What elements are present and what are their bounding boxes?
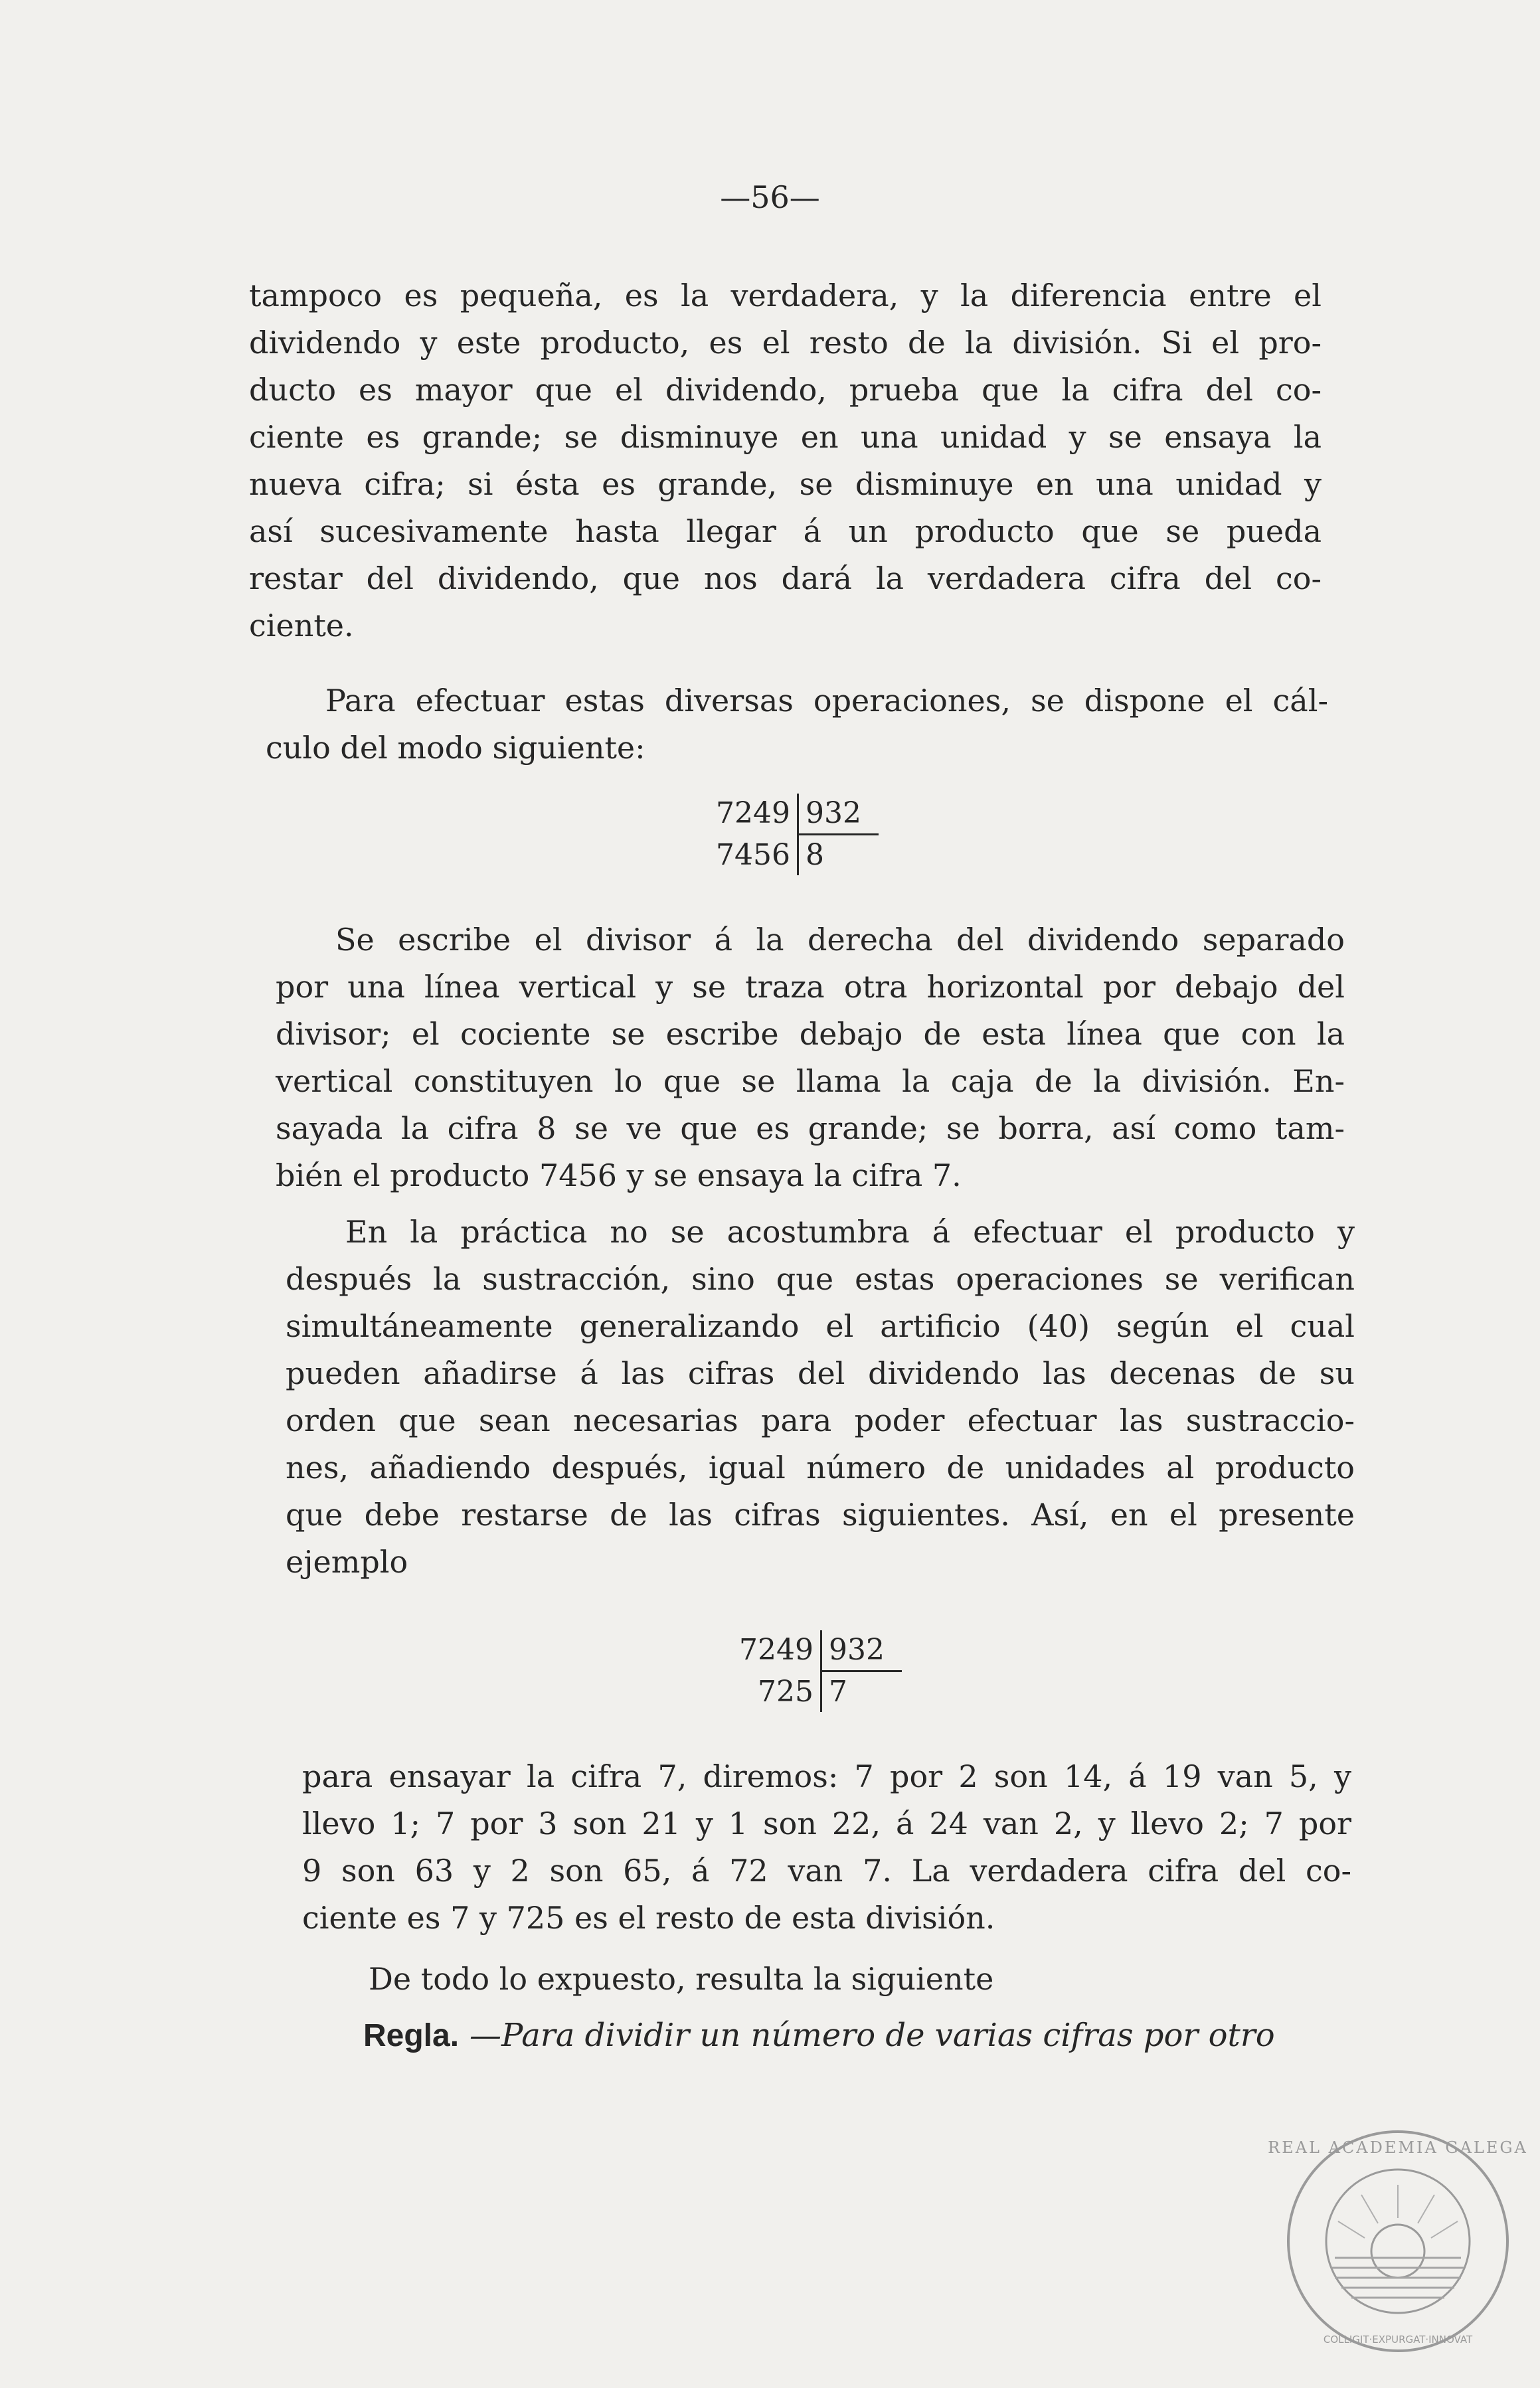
product: 7456 [691,835,799,875]
divisor: 932 [822,1630,902,1672]
text-line: por una línea vertical y se traza otra horizontal por debajo del [276,969,1345,1005]
text-line: nueva cifra; si ésta es grande, se disminuye en una unidad y [249,466,1322,502]
paragraph-1 [249,272,1322,649]
text-line: ejemplo [286,1544,408,1580]
text-line: ciente es grande; se disminuye en una unidad y se ensaya la [249,419,1322,455]
paragraph-3 [276,916,1345,1199]
svg-text:COLLIGIT·EXPURGAT·INNOVAT: COLLIGIT·EXPURGAT·INNOVAT [1323,2334,1473,2345]
regla-text: —Para dividir un número de varias cifras por otro [470,2017,1275,2054]
text-line: orden que sean necesarias para poder efectuar las sustraccio- [286,1403,1355,1438]
paragraph-6 [369,1956,1298,2003]
paragraph-4 [286,1209,1355,1586]
text-line: ciente. [249,608,354,643]
text-line: llevo 1; 7 por 3 son 21 y 1 son 22, á 24 van 2, y llevo 2; 7 por [302,1806,1351,1841]
text-line: nes, añadiendo después, igual número de unidades al producto [286,1450,1355,1486]
sun-rays-icon [1338,2185,1458,2238]
text-line: dividendo y este producto, es el resto de la división. Si el pro- [249,325,1322,361]
text-line: así sucesivamente hasta llegar á un producto que se pueda [249,513,1322,549]
regla-line [363,2012,1275,2059]
text-line: 9 son 63 y 2 son 65, á 72 van 7. La verdadera cifra del co- [302,1853,1351,1889]
text-line: que debe restarse de las cifras siguientes. Así, en el presente [286,1497,1355,1533]
text-line: ducto es mayor que el dividendo, prueba que la cifra del co- [249,372,1322,408]
division-box-1 [691,794,879,875]
text-line: Para efectuar estas diversas operaciones, se dispone el cál- [325,683,1328,719]
svg-text:REAL ACADEMIA GALEGA: REAL ACADEMIA GALEGA [1268,2138,1528,2157]
text-line: después la sustracción, sino que estas operaciones se verifican [286,1261,1355,1297]
quotient: 8 [806,838,824,872]
academy-seal [1268,2125,1528,2357]
regla-label: Regla. [363,2018,460,2053]
seal-outer-ring [1288,2132,1507,2351]
text-line: simultáneamente generalizando el artificio (40) según el cual [286,1308,1355,1344]
division-box-2 [714,1630,902,1712]
text-line: divisor; el cociente se escribe debajo de esta línea que con la [276,1016,1345,1052]
dividend: 7249 [691,794,799,835]
text-line: restar del dividendo, que nos dará la verdadera cifra del co- [249,560,1322,596]
text-line: ciente es 7 y 725 es el resto de esta división. [302,1900,995,1936]
paragraph-2 [266,677,1328,772]
remainder: 725 [714,1672,822,1712]
text-line: En la práctica no se acostumbra á efectuar el producto y [345,1214,1355,1250]
text-line: culo del modo siguiente: [266,730,645,766]
sun-icon [1371,2225,1424,2278]
text-line: pueden añadirse á las cifras del dividendo las decenas de su [286,1355,1355,1391]
dividend: 7249 [714,1630,822,1672]
page-number: —56— [720,179,820,215]
paragraph-5 [302,1753,1351,1942]
text-line: sayada la cifra 8 se ve que es grande; se borra, así como tam- [276,1110,1345,1146]
text-line: tampoco es pequeña, es la verdadera, y la diferencia entre el [249,278,1322,313]
quotient: 7 [829,1675,847,1709]
divisor: 932 [799,794,879,835]
text-line: Se escribe el divisor á la derecha del dividendo separado [335,922,1345,958]
text-line: bién el producto 7456 y se ensaya la cifra 7. [276,1157,962,1193]
text-line: De todo lo expuesto, resulta la siguiente [369,1961,994,1997]
sea-lines-icon [1331,2258,1464,2298]
text-line: vertical constituyen lo que se llama la caja de la división. En- [276,1063,1345,1099]
text-line: para ensayar la cifra 7, diremos: 7 por 2 son 14, á 19 van 5, y [302,1758,1351,1794]
